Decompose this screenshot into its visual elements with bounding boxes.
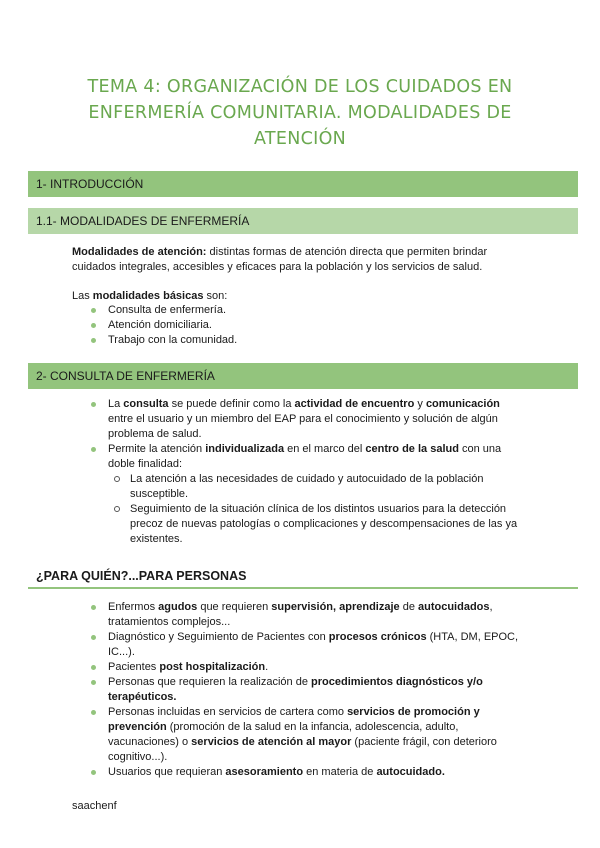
list-item: Atención domiciliaria. bbox=[108, 318, 237, 333]
bullet-icon bbox=[91, 323, 96, 328]
bullet-icon bbox=[91, 710, 96, 715]
list-item: Trabajo con la comunidad. bbox=[108, 333, 237, 348]
definition-term: Modalidades de atención: bbox=[72, 246, 207, 258]
circle-bullet-icon bbox=[114, 476, 120, 482]
list-item: Consulta de enfermería. bbox=[108, 303, 237, 318]
bullet-icon bbox=[91, 447, 96, 452]
circle-bullet-icon bbox=[114, 506, 120, 512]
intro-text: Las bbox=[72, 290, 93, 302]
modalidades-list bbox=[108, 303, 237, 348]
section-introduccion: 1- INTRODUCCIÓN bbox=[28, 171, 578, 197]
bullet-icon bbox=[91, 680, 96, 685]
modalidades-definition bbox=[72, 245, 512, 275]
list-item: Seguimiento de la situación clínica de los distintos usuarios para la detección precoz de nuevas patologías o complicaciones y descompensaciones de las ya existentes. bbox=[130, 502, 528, 547]
consulta-list bbox=[108, 397, 528, 547]
intro-bold: modalidades básicas bbox=[92, 290, 204, 302]
consulta-sublist bbox=[130, 472, 528, 547]
section-modalidades: 1.1- MODALIDADES DE ENFERMERÍA bbox=[28, 208, 578, 234]
bullet-icon bbox=[91, 402, 96, 407]
list-item: Enfermos agudos que requieren supervisión, aprendizaje de autocuidados, tratamientos complejos... bbox=[108, 600, 528, 630]
bullet-icon bbox=[91, 665, 96, 670]
section-para-quien: ¿PARA QUIÉN?...PARA PERSONAS bbox=[28, 563, 578, 589]
list-item: Usuarios que requieran asesoramiento en materia de autocuidado. bbox=[108, 765, 528, 780]
para-quien-list bbox=[108, 600, 528, 780]
section-consulta: 2- CONSULTA DE ENFERMERÍA bbox=[28, 363, 578, 389]
bullet-icon bbox=[91, 308, 96, 313]
document-title: TEMA 4: ORGANIZACIÓN DE LOS CUIDADOS EN ENFERMERÍA COMUNITARIA. MODALIDADES DE ATENCIÓN bbox=[87, 77, 513, 149]
list-item: La atención a las necesidades de cuidado y autocuidado de la población susceptible. bbox=[130, 472, 528, 502]
list-item: La consulta se puede definir como la actividad de encuentro y comunicación entre el usuario y un miembro del EAP para el conocimiento y solución de algún problema de salud. bbox=[108, 397, 528, 442]
footer-author: saachenf bbox=[72, 800, 117, 812]
bullet-icon bbox=[91, 338, 96, 343]
bullet-icon bbox=[91, 635, 96, 640]
modalidades-intro bbox=[72, 289, 227, 304]
list-item: Pacientes post hospitalización. bbox=[108, 660, 528, 675]
list-item: Personas que requieren la realización de procedimientos diagnósticos y/o terapéuticos. bbox=[108, 675, 528, 705]
list-item: Permite la atención individualizada en el marco del centro de la salud con una doble finalidad: La atención a las necesidades de cuidado y autocuidado de la población susceptible. Seguimiento de la situación clínica de los distintos usuarios para la detección precoz de nuevas patologías o complicaciones y descompensaciones de las ya existentes. bbox=[108, 442, 528, 547]
definition-text: distintas formas de atención directa que permiten brindar cuidados integrales, accesibles y eficaces para la población y los servicios de salud. bbox=[72, 246, 488, 273]
list-item: Personas incluidas en servicios de cartera como servicios de promoción y prevención (promoción de la salud en la infancia, adolescencia, adulto, vacunaciones) o servicios de atención al mayor (paciente frágil, con deterioro cognitivo...). bbox=[108, 705, 528, 765]
bullet-icon bbox=[91, 770, 96, 775]
list-item: Diagnóstico y Seguimiento de Pacientes con procesos crónicos (HTA, DM, EPOC, IC...). bbox=[108, 630, 528, 660]
intro-text-end: son: bbox=[203, 290, 228, 302]
bullet-icon bbox=[91, 605, 96, 610]
